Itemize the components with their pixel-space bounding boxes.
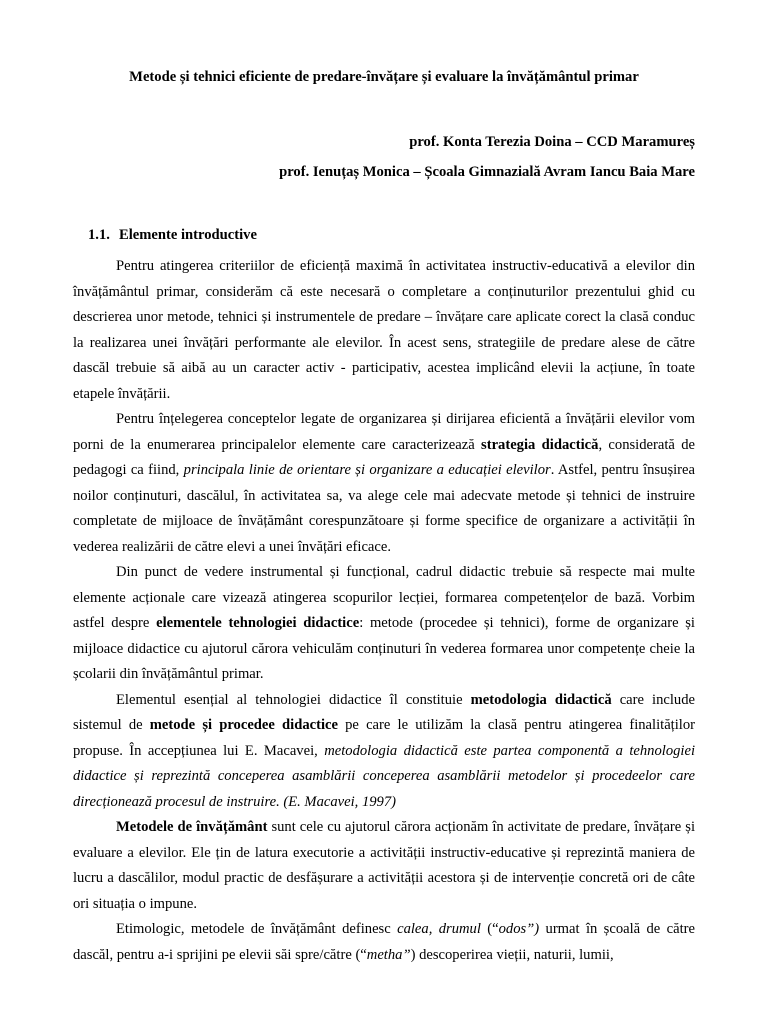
emphasis-italic: odos”) [498, 921, 540, 937]
paragraph [73, 254, 695, 407]
emphasis-italic: principala linie de orientare și organizare a educației elevilor [183, 462, 551, 478]
paragraph-text: pe care le utilizăm la clasă pentru atingerea finalităților propuse. În accepțiunea lui E. Macavei, [73, 717, 695, 759]
paragraph-text: : metode (procedee și tehnici), forme de organizare și mijloace didactice cu ajutorul cărora vehiculăm conținuturi în vederea formarea unor competențe cheie la școlarii din învățământul primar. [73, 615, 695, 682]
paragraph-text: care include sistemul de [73, 691, 695, 733]
emphasis-italic: calea, drumul [397, 921, 481, 937]
emphasis-bold: strategia didactică [481, 436, 599, 453]
section-number: 1.1. [88, 227, 110, 243]
paragraph [73, 917, 695, 968]
paragraph-text: sunt cele cu ajutorul cărora acționăm în activitate de predare, învățare și evaluare a elevilor. Ele țin de latura executorie a activității instructiv-educative și reprezintă maniera de lucru a dascălilor, modul practic de desfășurare a activității acestora și de intervenție concretă ori de câte ori situația o impune. [73, 819, 695, 912]
emphasis-bold: metodologia didactică [470, 691, 612, 708]
paragraph-text: Pentru înțelegerea conceptelor legate de organizarea și dirijarea eficientă a învățării elevilor vom porni de la enumerarea principalelor elemente care caracterizează [73, 411, 695, 453]
paragraph-text: Etimologic, metodele de învățământ definesc [116, 921, 398, 937]
paragraph [73, 560, 695, 688]
author-line-2: prof. Ienuțaș Monica – Școala Gimnazială Avram Iancu Baia Mare [279, 164, 695, 180]
emphasis-bold: metode și procedee didactice [149, 717, 338, 733]
paragraph-text: urmat în școală de către dascăl, pentru a-i sprijini pe elevii săi spre/către (“ [73, 921, 695, 963]
paragraph-text: , considerată de pedagogi ca fiind, [73, 436, 695, 478]
paragraph-text: Din punct de vedere instrumental și funcțional, cadrul didactic trebuie să respecte mai multe elemente acționale care vizează atingerea scopurilor lecției, formarea competențelor de bază. Vorbim astfel despre [73, 564, 695, 631]
section-heading [88, 226, 257, 244]
document-title: Metode și tehnici eficiente de predare-învățare și evaluare la învățământul primar [129, 69, 639, 85]
paragraph-text: . Astfel, pentru însușirea noilor conținuturi, dascălul, în activitatea sa, va alege cele mai adecvate metode și tehnici de instruire completate de mijloace de învățământ corespunzătoare și forme specifice de organizare a activității în vederea realizării de către elevi a unei învățări eficace. [73, 462, 696, 555]
emphasis-bold: Metodele de învățământ [116, 819, 268, 835]
paragraph [73, 688, 695, 816]
section-title: Elemente introductive [119, 227, 257, 243]
document-body [73, 254, 695, 968]
emphasis-italic: metha” [366, 946, 411, 963]
paragraph [73, 407, 695, 560]
author-line-1: prof. Konta Terezia Doina – CCD Maramureș [409, 134, 695, 150]
paragraph-text: (“ [480, 921, 499, 937]
emphasis-italic: metodologia didactică este partea componentă a tehnologiei didactice și reprezintă conceperea asamblării conceperea asamblării metodelor și procedeelor care direcționează procesul de instruire. (E. Macavei, 1997) [73, 742, 696, 810]
emphasis-bold: elementele tehnologiei didactice [156, 615, 360, 631]
paragraph-text: Elementul esențial al tehnologiei didactice îl constituie [116, 691, 471, 708]
paragraph-text: ) descoperirea vieții, naturii, lumii, [410, 946, 614, 963]
paragraph-text: Pentru atingerea criteriilor de eficiență maximă în activitatea instructiv-educativă a elevilor din învățământul primar, considerăm că este necesară o completare a conținuturilor prezentului ghid cu descrierea unor metode, tehnici și instrumentele de predare – învățare care aplicate corect la clasă conduc la realizarea unei învățări performante ale elevilor. În acest sens, strategiile de predare alese de către dascăl trebuie să aibă au un caracter activ - participativ, acestea implicând elevii la acțiune, în toate etapele învățării. [73, 258, 695, 402]
paragraph [73, 815, 695, 917]
